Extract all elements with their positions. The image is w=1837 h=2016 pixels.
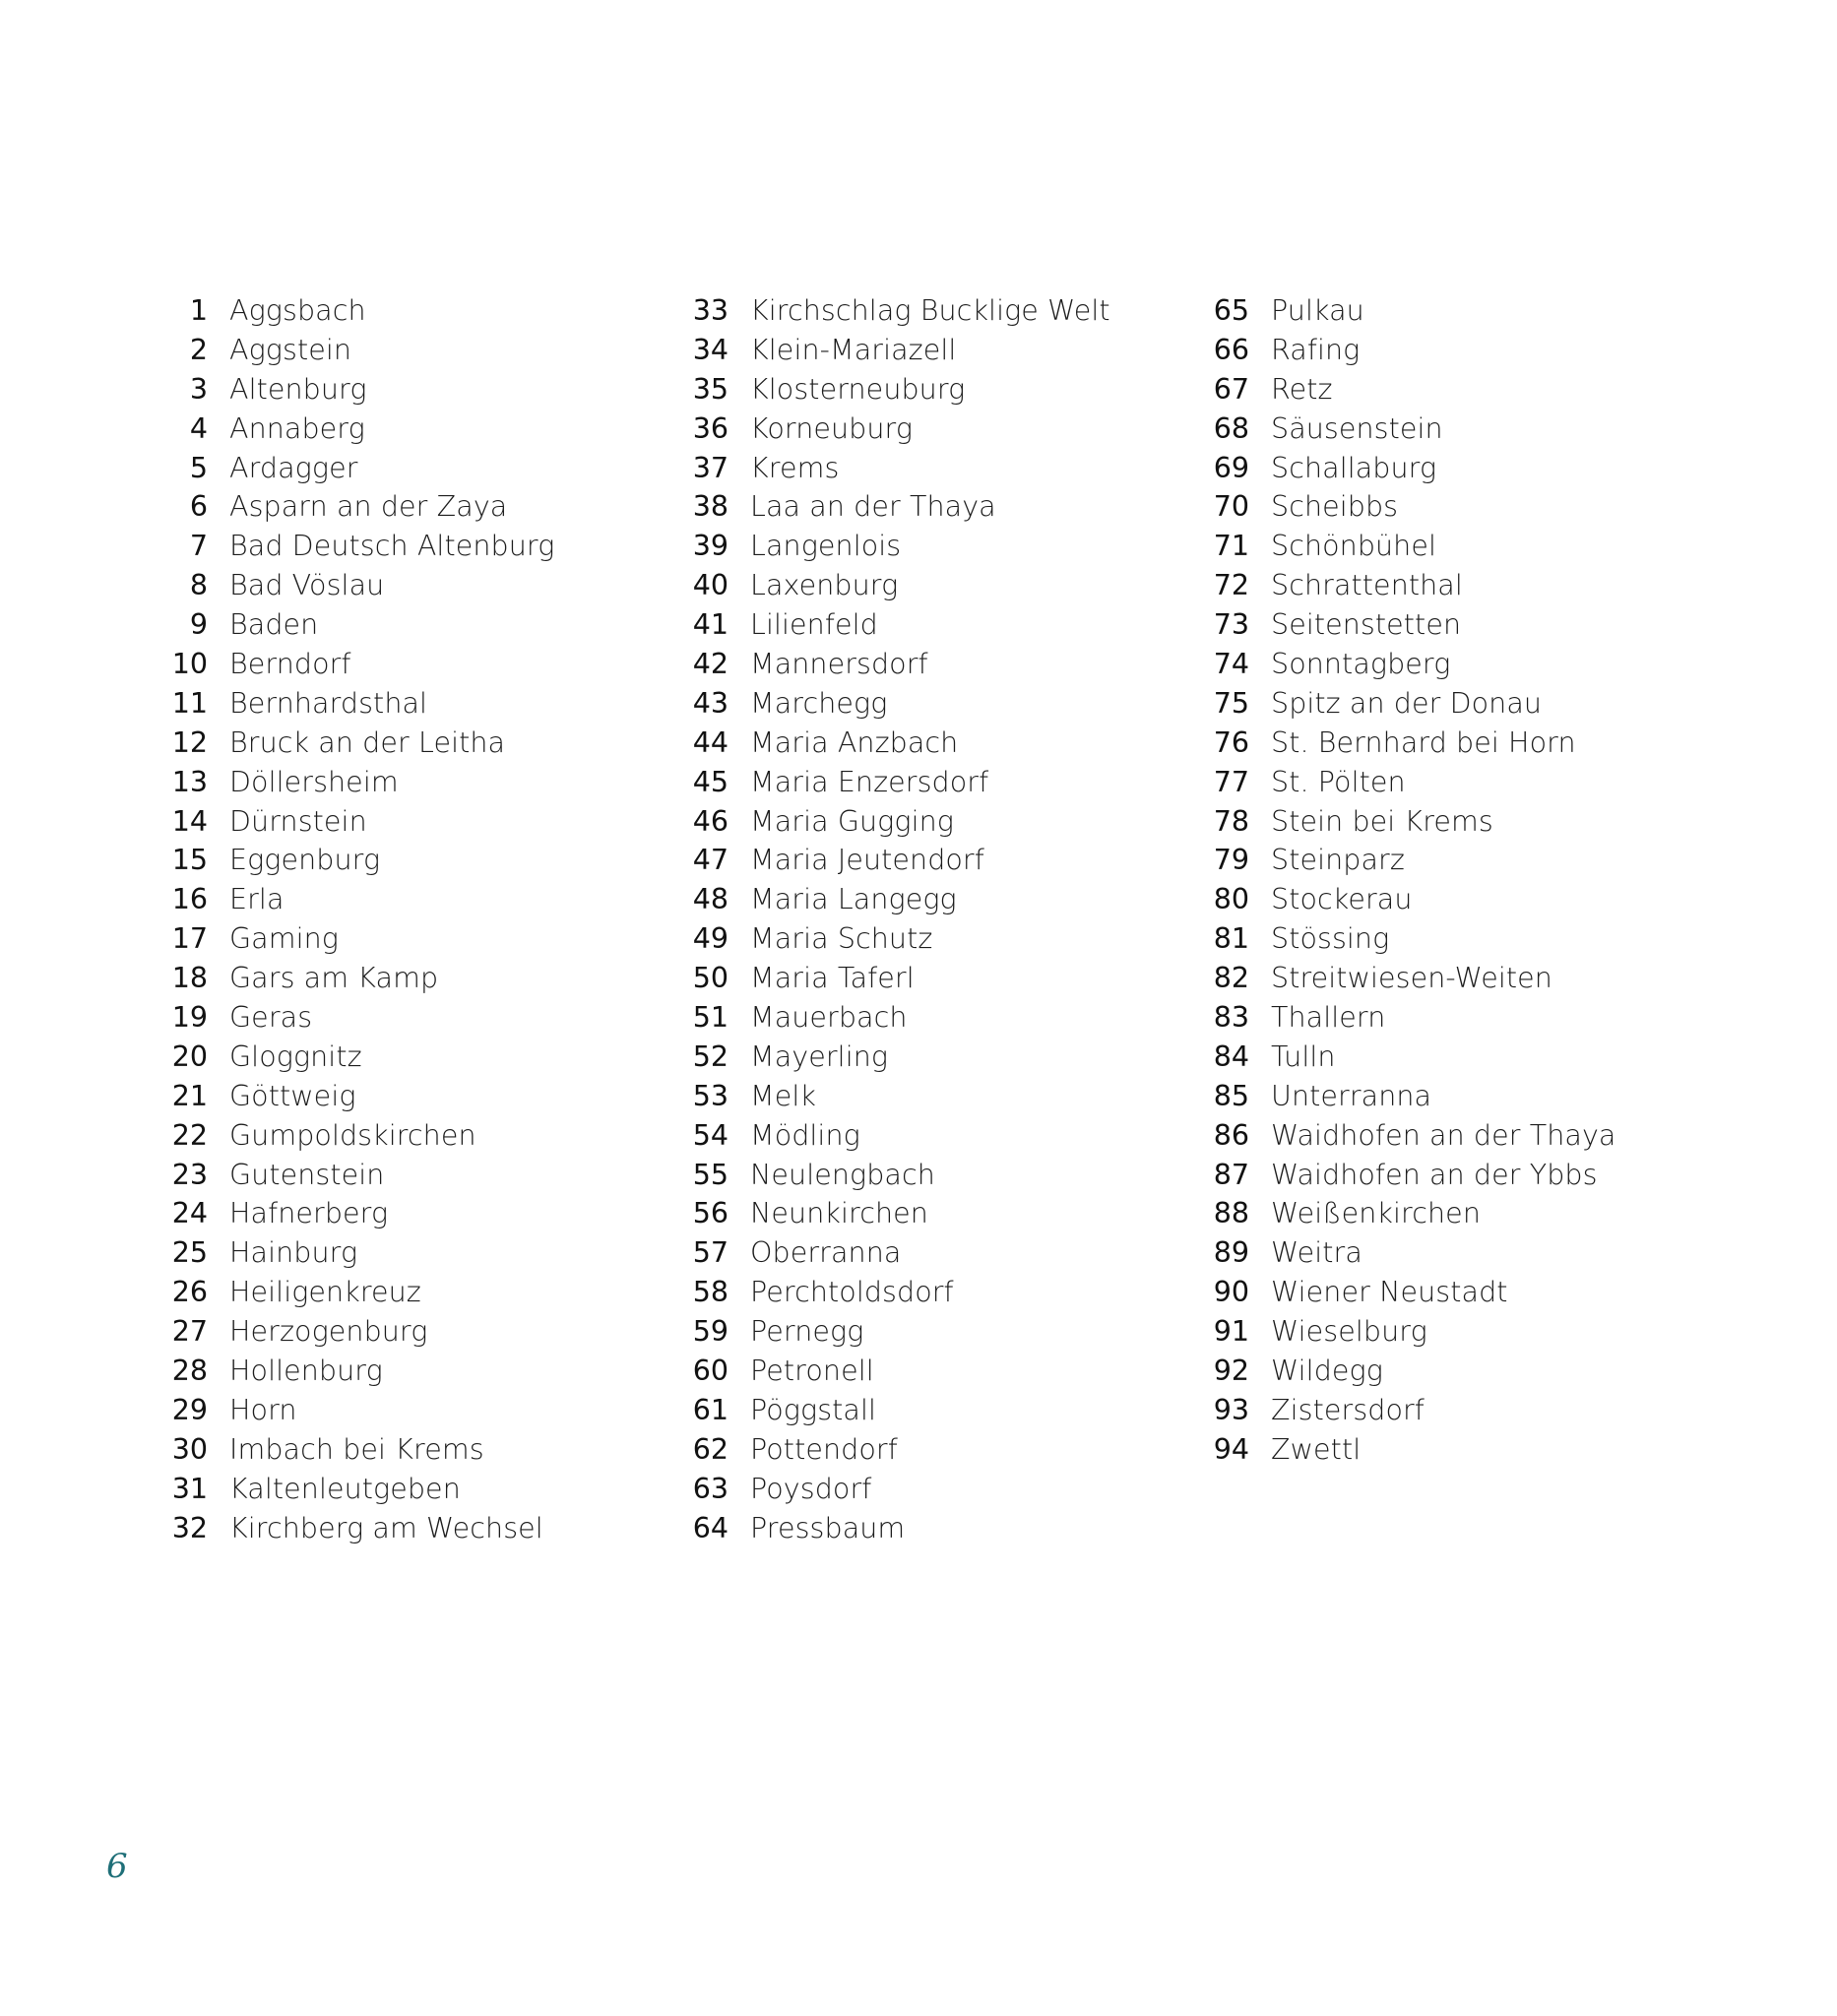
entry-place-name: Korneuburg: [750, 411, 914, 445]
entry-place-name: Gumpoldskirchen: [229, 1118, 476, 1152]
index-entry: [1204, 487, 1726, 527]
index-entry: [683, 410, 1205, 449]
entry-place-name: Erla: [229, 883, 285, 916]
index-entry: [683, 370, 1205, 410]
entry-place-name: Pressbaum: [750, 1511, 906, 1544]
entry-place-name: Laa an der Thaya: [750, 490, 996, 524]
entry-place-name: Schrattenthal: [1271, 569, 1463, 602]
entry-number: 11: [171, 686, 208, 720]
entry-number: 88: [1213, 1197, 1249, 1230]
entry-place-name: Sonntagberg: [1271, 648, 1451, 681]
entry-place-name: Oberranna: [750, 1236, 902, 1270]
entry-place-name: Poysdorf: [750, 1472, 872, 1505]
entry-number: 80: [1213, 883, 1249, 916]
index-entry: [683, 1156, 1205, 1195]
entry-place-name: Imbach bei Krems: [229, 1432, 484, 1466]
entry-number: 50: [692, 962, 728, 995]
entry-number: 28: [171, 1354, 208, 1388]
index-entry: [1204, 449, 1726, 488]
entry-number: 26: [171, 1276, 208, 1309]
index-entry: [683, 1430, 1205, 1470]
entry-place-name: St. Pölten: [1271, 765, 1406, 798]
entry-place-name: Waidhofen an der Ybbs: [1271, 1158, 1598, 1191]
entry-number: 37: [692, 451, 728, 484]
index-entry: [683, 1352, 1205, 1391]
index-entry: [162, 487, 684, 527]
index-entry: [1204, 1116, 1726, 1156]
entry-number: 92: [1213, 1354, 1249, 1388]
entry-number: 17: [171, 922, 208, 956]
index-entry: [1204, 1273, 1726, 1312]
entry-number: 13: [171, 765, 208, 798]
index-entry: [162, 1352, 684, 1391]
entry-place-name: Tulln: [1271, 1040, 1336, 1073]
entry-place-name: Zwettl: [1271, 1432, 1362, 1466]
entry-number: 55: [692, 1158, 728, 1191]
index-entry: [162, 1233, 684, 1273]
entry-place-name: Klein-Mariazell: [750, 333, 957, 366]
entry-number: 65: [1213, 294, 1249, 327]
index-entry: [683, 1077, 1205, 1116]
entry-number: 62: [692, 1432, 728, 1466]
entry-place-name: Herzogenburg: [229, 1315, 428, 1349]
entry-number: 27: [171, 1315, 208, 1349]
entry-place-name: Säusenstein: [1271, 411, 1443, 445]
entry-place-name: Perchtoldsdorf: [750, 1276, 954, 1309]
page-number: 6: [106, 1847, 128, 1886]
index-entry: [683, 724, 1205, 763]
entry-place-name: Hollenburg: [229, 1354, 383, 1388]
entry-number: 40: [692, 569, 728, 602]
entry-number: 44: [692, 725, 728, 759]
entry-number: 91: [1213, 1315, 1249, 1349]
entry-place-name: Asparn an der Zaya: [229, 490, 508, 524]
index-entry: [683, 1312, 1205, 1352]
index-entry: [683, 331, 1205, 370]
entry-place-name: Baden: [229, 608, 319, 642]
entry-number: 63: [692, 1472, 728, 1505]
entry-number: 32: [171, 1511, 208, 1544]
index-entry: [683, 1038, 1205, 1077]
index-entry: [1204, 998, 1726, 1038]
index-entry: [1204, 802, 1726, 842]
entry-number: 30: [171, 1432, 208, 1466]
entry-number: 18: [171, 962, 208, 995]
index-entry: [1204, 763, 1726, 802]
entry-number: 72: [1213, 569, 1249, 602]
index-entry: [162, 331, 684, 370]
entry-number: 56: [692, 1197, 728, 1230]
index-entry: [162, 645, 684, 684]
entry-number: 76: [1213, 725, 1249, 759]
entry-number: 49: [692, 922, 728, 956]
entry-number: 52: [692, 1040, 728, 1073]
entry-number: 10: [171, 648, 208, 681]
index-entry: [683, 291, 1205, 331]
index-entry: [683, 880, 1205, 919]
entry-place-name: Retz: [1271, 372, 1333, 406]
entry-place-name: Stockerau: [1271, 883, 1413, 916]
index-entry: [683, 1194, 1205, 1233]
entry-place-name: Neunkirchen: [750, 1197, 928, 1230]
index-entry: [162, 1116, 684, 1156]
entry-number: 15: [171, 844, 208, 877]
entry-number: 41: [692, 608, 728, 642]
index-entry: [683, 684, 1205, 724]
index-entry: [162, 724, 684, 763]
entry-place-name: Neulengbach: [750, 1158, 935, 1191]
index-entry: [683, 959, 1205, 998]
index-entry: [683, 1116, 1205, 1156]
entry-number: 48: [692, 883, 728, 916]
index-entry: [1204, 684, 1726, 724]
entry-place-name: Berndorf: [229, 648, 351, 681]
entry-place-name: Kirchberg am Wechsel: [229, 1511, 543, 1544]
entry-place-name: Pottendorf: [750, 1432, 898, 1466]
entry-number: 87: [1213, 1158, 1249, 1191]
entry-place-name: Mauerbach: [750, 1001, 908, 1035]
entry-number: 38: [692, 490, 728, 524]
index-entry: [1204, 724, 1726, 763]
entry-number: 46: [692, 804, 728, 838]
entry-place-name: Weißenkirchen: [1271, 1197, 1481, 1230]
entry-place-name: Laxenburg: [750, 569, 899, 602]
entry-place-name: Maria Gugging: [750, 804, 954, 838]
entry-number: 1: [189, 294, 208, 327]
entry-number: 43: [692, 686, 728, 720]
entry-number: 79: [1213, 844, 1249, 877]
entry-place-name: Aggsbach: [229, 294, 366, 327]
entry-number: 22: [171, 1118, 208, 1152]
index-entry: [683, 605, 1205, 645]
entry-place-name: St. Bernhard bei Horn: [1271, 725, 1576, 759]
entry-number: 82: [1213, 962, 1249, 995]
index-entry: [162, 763, 684, 802]
index-entry: [162, 291, 684, 331]
entry-place-name: Spitz an der Donau: [1271, 686, 1543, 720]
index-entry: [683, 487, 1205, 527]
entry-number: 9: [189, 608, 208, 642]
index-entry: [683, 919, 1205, 959]
entry-number: 57: [692, 1236, 728, 1270]
entry-number: 2: [189, 333, 208, 366]
index-entry: [1204, 1430, 1726, 1470]
index-entry: [1204, 1156, 1726, 1195]
entry-number: 71: [1213, 530, 1249, 563]
entry-number: 86: [1213, 1118, 1249, 1152]
entry-number: 58: [692, 1276, 728, 1309]
index-entry: [1204, 605, 1726, 645]
index-entry: [162, 1077, 684, 1116]
entry-place-name: Schallaburg: [1271, 451, 1437, 484]
index-entry: [162, 802, 684, 842]
entry-number: 66: [1213, 333, 1249, 366]
index-entry: [162, 527, 684, 566]
entry-place-name: Seitenstetten: [1271, 608, 1462, 642]
index-entry: [1204, 566, 1726, 605]
entry-place-name: Langenlois: [750, 530, 902, 563]
index-entry: [1204, 1352, 1726, 1391]
entry-number: 5: [189, 451, 208, 484]
entry-place-name: Wiener Neustadt: [1271, 1276, 1508, 1309]
index-entry: [683, 1470, 1205, 1509]
entry-place-name: Kirchschlag Bucklige Welt: [750, 294, 1110, 327]
entry-place-name: Maria Jeutendorf: [750, 844, 984, 877]
entry-place-name: Horn: [229, 1393, 297, 1426]
index-column-2: [683, 291, 1205, 1548]
entry-number: 6: [189, 490, 208, 524]
entry-number: 35: [692, 372, 728, 406]
entry-place-name: Gaming: [229, 922, 339, 956]
entry-place-name: Zistersdorf: [1271, 1393, 1425, 1426]
index-entry: [1204, 880, 1726, 919]
index-entry: [683, 1509, 1205, 1548]
index-entry: [1204, 410, 1726, 449]
index-entry: [1204, 1391, 1726, 1430]
place-index: [0, 291, 1837, 1571]
entry-place-name: Maria Schutz: [750, 922, 933, 956]
entry-number: 85: [1213, 1079, 1249, 1112]
entry-number: 83: [1213, 1001, 1249, 1035]
index-entry: [162, 1430, 684, 1470]
entry-number: 4: [189, 411, 208, 445]
entry-place-name: Bruck an der Leitha: [229, 725, 506, 759]
entry-number: 68: [1213, 411, 1249, 445]
entry-place-name: Geras: [229, 1001, 313, 1035]
entry-place-name: Wildegg: [1271, 1354, 1383, 1388]
entry-place-name: Bad Vöslau: [229, 569, 385, 602]
entry-number: 20: [171, 1040, 208, 1073]
entry-place-name: Mayerling: [750, 1040, 889, 1073]
entry-number: 90: [1213, 1276, 1249, 1309]
entry-place-name: Melk: [750, 1079, 816, 1112]
entry-number: 75: [1213, 686, 1249, 720]
entry-number: 59: [692, 1315, 728, 1349]
entry-number: 16: [171, 883, 208, 916]
entry-place-name: Bernhardsthal: [229, 686, 428, 720]
index-entry: [683, 1233, 1205, 1273]
entry-place-name: Marchegg: [750, 686, 888, 720]
entry-number: 29: [171, 1393, 208, 1426]
entry-number: 64: [692, 1511, 728, 1544]
entry-number: 7: [189, 530, 208, 563]
entry-place-name: Maria Langegg: [750, 883, 957, 916]
entry-place-name: Maria Taferl: [750, 962, 915, 995]
index-entry: [1204, 1233, 1726, 1273]
entry-number: 61: [692, 1393, 728, 1426]
index-entry: [683, 998, 1205, 1038]
index-entry: [1204, 1194, 1726, 1233]
entry-place-name: Maria Enzersdorf: [750, 765, 989, 798]
entry-place-name: Gutenstein: [229, 1158, 385, 1191]
index-entry: [162, 1194, 684, 1233]
index-column-1: [162, 291, 684, 1548]
entry-number: 31: [171, 1472, 208, 1505]
entry-place-name: Klosterneuburg: [750, 372, 966, 406]
index-entry: [162, 919, 684, 959]
entry-number: 84: [1213, 1040, 1249, 1073]
index-entry: [1204, 1312, 1726, 1352]
entry-place-name: Heiligenkreuz: [229, 1276, 421, 1309]
entry-place-name: Unterranna: [1271, 1079, 1432, 1112]
entry-place-name: Thallern: [1271, 1001, 1386, 1035]
index-entry: [683, 841, 1205, 880]
index-entry: [162, 841, 684, 880]
index-entry: [1204, 919, 1726, 959]
index-entry: [162, 1509, 684, 1548]
index-entry: [683, 645, 1205, 684]
index-entry: [683, 527, 1205, 566]
entry-number: 39: [692, 530, 728, 563]
entry-place-name: Kaltenleutgeben: [229, 1472, 461, 1505]
entry-number: 33: [692, 294, 728, 327]
index-entry: [162, 1470, 684, 1509]
index-entry: [1204, 291, 1726, 331]
entry-number: 78: [1213, 804, 1249, 838]
entry-place-name: Scheibbs: [1271, 490, 1399, 524]
entry-number: 77: [1213, 765, 1249, 798]
entry-place-name: Wieselburg: [1271, 1315, 1427, 1349]
entry-number: 42: [692, 648, 728, 681]
index-entry: [1204, 1077, 1726, 1116]
entry-number: 67: [1213, 372, 1249, 406]
index-entry: [683, 1273, 1205, 1312]
index-entry: [162, 998, 684, 1038]
entry-number: 14: [171, 804, 208, 838]
entry-place-name: Eggenburg: [229, 844, 381, 877]
entry-number: 45: [692, 765, 728, 798]
entry-number: 81: [1213, 922, 1249, 956]
index-entry: [683, 1391, 1205, 1430]
index-entry: [1204, 841, 1726, 880]
entry-number: 21: [171, 1079, 208, 1112]
entry-place-name: Göttweig: [229, 1079, 356, 1112]
index-column-3: [1204, 291, 1726, 1470]
entry-number: 89: [1213, 1236, 1249, 1270]
entry-number: 47: [692, 844, 728, 877]
entry-number: 74: [1213, 648, 1249, 681]
entry-place-name: Krems: [750, 451, 840, 484]
index-entry: [1204, 370, 1726, 410]
entry-place-name: Mödling: [750, 1118, 860, 1152]
index-entry: [162, 566, 684, 605]
index-entry: [683, 449, 1205, 488]
entry-place-name: Pulkau: [1271, 294, 1364, 327]
entry-number: 19: [171, 1001, 208, 1035]
entry-number: 25: [171, 1236, 208, 1270]
index-entry: [162, 684, 684, 724]
index-entry: [1204, 959, 1726, 998]
entry-place-name: Gars am Kamp: [229, 962, 439, 995]
entry-place-name: Döllersheim: [229, 765, 399, 798]
entry-place-name: Mannersdorf: [750, 648, 928, 681]
index-entry: [162, 605, 684, 645]
entry-number: 51: [692, 1001, 728, 1035]
index-entry: [683, 566, 1205, 605]
entry-place-name: Aggstein: [229, 333, 352, 366]
entry-place-name: Weitra: [1271, 1236, 1362, 1270]
index-entry: [683, 763, 1205, 802]
index-entry: [1204, 645, 1726, 684]
entry-number: 12: [171, 725, 208, 759]
entry-place-name: Streitwiesen-Weiten: [1271, 962, 1552, 995]
entry-place-name: Waidhofen an der Thaya: [1271, 1118, 1616, 1152]
entry-number: 69: [1213, 451, 1249, 484]
entry-number: 53: [692, 1079, 728, 1112]
index-entry: [162, 959, 684, 998]
index-entry: [683, 802, 1205, 842]
entry-place-name: Pöggstall: [750, 1393, 877, 1426]
entry-place-name: Petronell: [750, 1354, 874, 1388]
entry-place-name: Hafnerberg: [229, 1197, 389, 1230]
index-entry: [162, 1273, 684, 1312]
entry-number: 70: [1213, 490, 1249, 524]
entry-place-name: Bad Deutsch Altenburg: [229, 530, 555, 563]
entry-number: 8: [189, 569, 208, 602]
entry-place-name: Gloggnitz: [229, 1040, 362, 1073]
entry-place-name: Maria Anzbach: [750, 725, 959, 759]
entry-place-name: Dürnstein: [229, 804, 367, 838]
entry-place-name: Hainburg: [229, 1236, 358, 1270]
entry-place-name: Rafing: [1271, 333, 1361, 366]
index-entry: [162, 410, 684, 449]
entry-place-name: Pernegg: [750, 1315, 864, 1349]
entry-place-name: Stössing: [1271, 922, 1390, 956]
index-entry: [162, 1156, 684, 1195]
entry-number: 54: [692, 1118, 728, 1152]
entry-number: 24: [171, 1197, 208, 1230]
entry-place-name: Schönbühel: [1271, 530, 1436, 563]
entry-number: 34: [692, 333, 728, 366]
index-entry: [1204, 527, 1726, 566]
index-entry: [1204, 1038, 1726, 1077]
entry-place-name: Altenburg: [229, 372, 367, 406]
entry-place-name: Annaberg: [229, 411, 365, 445]
index-entry: [162, 1312, 684, 1352]
entry-number: 3: [189, 372, 208, 406]
entry-place-name: Lilienfeld: [750, 608, 878, 642]
entry-number: 60: [692, 1354, 728, 1388]
entry-place-name: Stein bei Krems: [1271, 804, 1493, 838]
index-entry: [162, 1038, 684, 1077]
entry-number: 93: [1213, 1393, 1249, 1426]
index-entry: [162, 1391, 684, 1430]
index-entry: [1204, 331, 1726, 370]
entry-number: 36: [692, 411, 728, 445]
index-entry: [162, 880, 684, 919]
index-entry: [162, 370, 684, 410]
entry-place-name: Steinparz: [1271, 844, 1405, 877]
entry-number: 73: [1213, 608, 1249, 642]
entry-place-name: Ardagger: [229, 451, 358, 484]
entry-number: 23: [171, 1158, 208, 1191]
entry-number: 94: [1213, 1432, 1249, 1466]
index-entry: [162, 449, 684, 488]
